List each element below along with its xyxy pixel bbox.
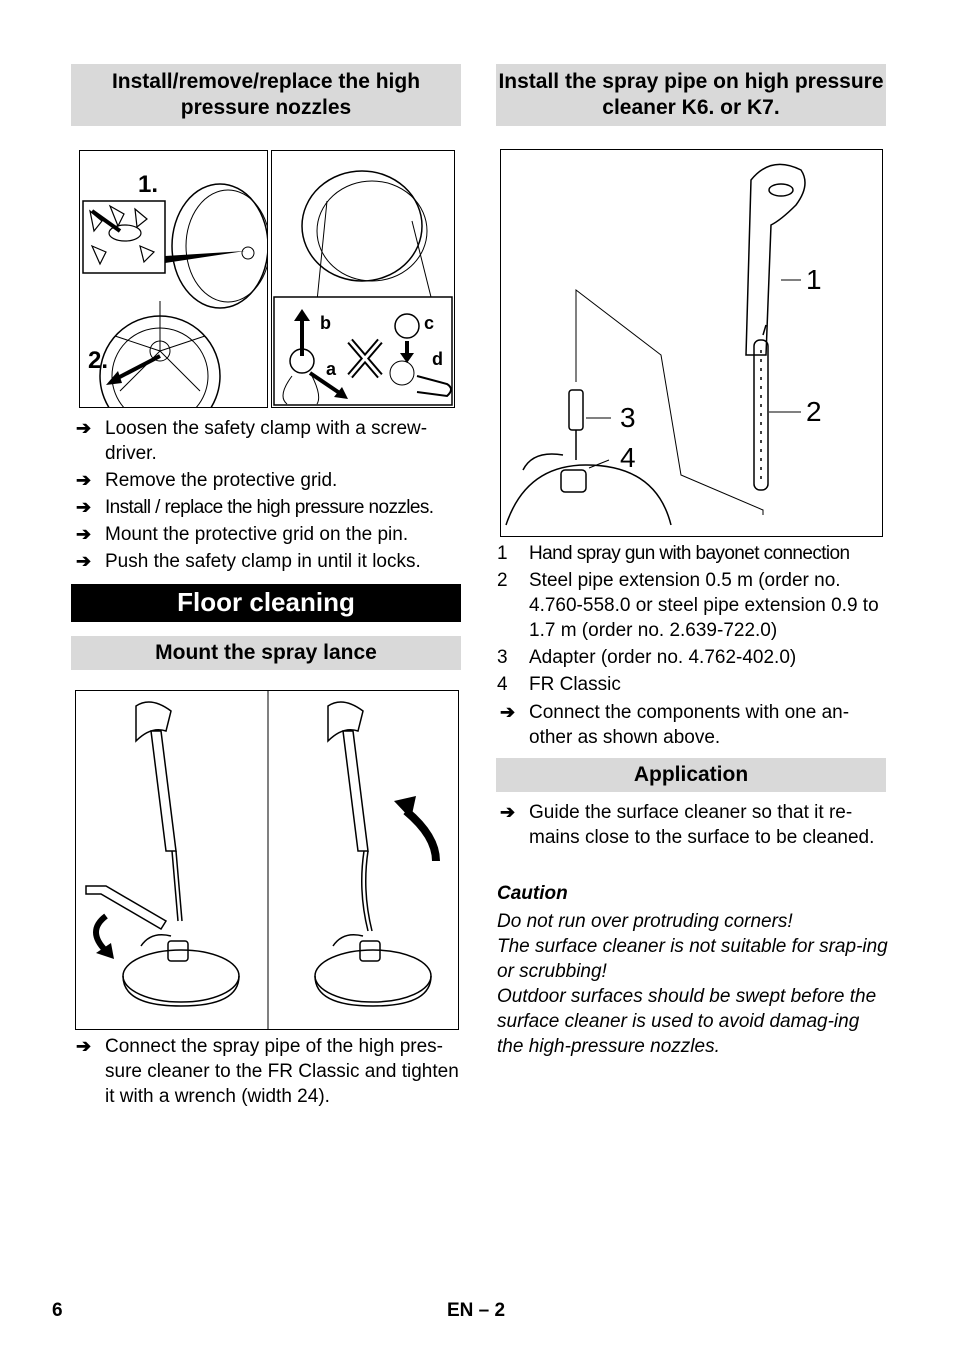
arrow-right-icon: ➔ <box>76 551 92 571</box>
spray-lance-steps-list <box>73 1034 465 1111</box>
list-item: ➔ Mount the protective grid on the pin. <box>76 524 409 545</box>
list-item: ➔ Connect the spray pipe of the high pres-sure cleaner to the FR Classic and tighten it with a wrench (width 24). <box>76 1036 459 1107</box>
nozzle-figure-right-panel <box>271 150 455 408</box>
list-item: ➔ Guide the surface cleaner so that it re-mains close to the surface to be cleaned. <box>500 802 875 848</box>
list-item: 4 FR Classic <box>497 674 621 695</box>
arrow-right-icon: ➔ <box>76 418 92 438</box>
step-2-label: 2. <box>88 347 109 374</box>
list-item: 3 Adapter (order no. 4.762-402.0) <box>497 647 797 668</box>
callout-1: 1 <box>806 264 822 295</box>
spray-lance-figure <box>75 690 459 1030</box>
language-page-label: EN – 2 <box>447 1300 506 1321</box>
step-1-label: 1. <box>138 171 159 198</box>
caution-line: The surface cleaner is not suitable for srap-ing or scrubbing! <box>497 936 888 982</box>
callout-4: 4 <box>620 442 636 473</box>
list-item: ➔ Push the safety clamp in until it locks. <box>76 551 421 572</box>
floor-cleaning-heading: Floor cleaning <box>71 584 461 622</box>
list-item: ➔ Remove the protective grid. <box>76 470 338 491</box>
nozzle-figure-left-panel <box>79 150 268 408</box>
nozzle-removal-illustration <box>80 151 267 407</box>
page-number: 6 <box>52 1300 63 1321</box>
section-title-spray-pipe: Install the spray pipe on high pressure cleaner K6. or K7. <box>496 64 886 126</box>
list-item: ➔ Loosen the safety clamp with a screw-driver. <box>76 418 428 464</box>
arrow-right-icon: ➔ <box>76 497 91 517</box>
spray-pipe-assembly-illustration <box>501 150 882 536</box>
label-c: c <box>424 313 435 333</box>
arrow-right-icon: ➔ <box>500 702 516 722</box>
list-item: 1 Hand spray gun with bayonet connection <box>497 543 850 564</box>
arrow-right-icon: ➔ <box>76 524 92 544</box>
nozzle-install-illustration <box>272 151 454 407</box>
label-a: a <box>326 359 337 379</box>
caution-line: Do not run over protruding corners! <box>497 911 793 932</box>
arrow-right-icon: ➔ <box>76 470 92 490</box>
callout-3: 3 <box>620 402 636 433</box>
connect-step-list <box>497 700 887 752</box>
parts-list <box>497 541 889 699</box>
application-heading: Application <box>496 758 886 792</box>
arrow-right-icon: ➔ <box>76 1036 92 1056</box>
list-item: ➔ Connect the components with one an-other as shown above. <box>500 702 850 748</box>
list-item: 2 Steel pipe extension 0.5 m (order no. 4.760-558.0 or steel pipe extension 0.9 to 1.7 m (order no. 2.639-722.0) <box>497 570 879 641</box>
label-d: d <box>432 349 443 369</box>
mount-spray-lance-heading: Mount the spray lance <box>71 636 461 670</box>
caution-title: Caution <box>497 883 568 904</box>
arrow-right-icon: ➔ <box>500 802 516 822</box>
caution-block <box>497 881 889 1059</box>
application-step-list <box>497 800 887 852</box>
section-title-nozzles: Install/remove/replace the high pressure nozzles <box>71 64 461 126</box>
callout-2: 2 <box>806 396 822 427</box>
caution-line: Outdoor surfaces should be swept before the surface cleaner is used to avoid damag-ing the high-pressure nozzles. <box>497 986 877 1057</box>
spray-pipe-figure <box>500 149 883 537</box>
label-b: b <box>320 313 331 333</box>
spray-lance-illustration <box>76 691 458 1029</box>
nozzle-steps-list <box>73 416 463 576</box>
list-item: ➔ Install / replace the high pressure nozzles. <box>76 497 434 518</box>
